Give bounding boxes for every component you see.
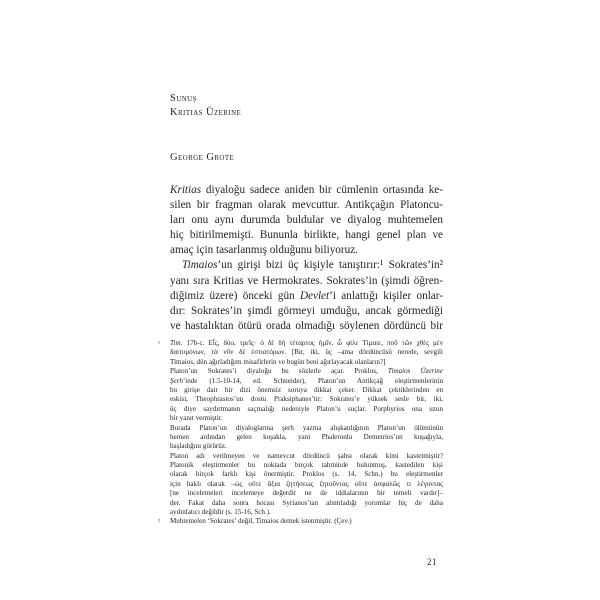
body-line: ve hastalıktan ötürü orada olmadığı söylenen dördüncü bir bbox=[170, 319, 443, 332]
footnote-line: Platonik eleştirmenler bu noktada birçok tahminde bulunmuş, kastedilen kişi bbox=[170, 461, 443, 470]
footnote-line: başladığını görürüz. bbox=[170, 442, 227, 451]
chapter-title: Kritias Üzerine bbox=[170, 107, 242, 118]
page-number: 21 bbox=[427, 557, 437, 567]
footnote-line: olarak birçok farklı kişi önermiştir. Proklos (s. 14, Schn.) bu eleştirmenler bbox=[170, 470, 443, 479]
footnote-line: Timaios, dün ağırladığım misafirlerin ve bugün beni ağırlayacak olanların?] bbox=[170, 357, 386, 366]
footnote-marker: ¹ bbox=[158, 340, 160, 347]
footnote-line: der. Fakat daha sonra hocası Syrianos’tan alıntıladığı yorumlar hiç de daha bbox=[170, 498, 443, 507]
body-line: amaç için tasarlanmış olduğunu biliyoruz. bbox=[170, 244, 358, 257]
footnote-line: Burada Platon’un diyaloglarına şerh yazma alışkanlığının Platon’un ölümünün bbox=[170, 423, 443, 432]
footnote-line: Tim. 17b-c. Εἷς, δύο, τρεῖς· ὁ δὲ δὴ τέταρτος ἡμῖν, ὦ φίλε Τίμαιε, ποῦ τῶν χθὲς μὲν bbox=[170, 339, 443, 347]
footnote-line: aydınlatıcı değildir (s. 15-16, Sch.). bbox=[170, 508, 271, 517]
footnote-line: Muhtemelen ‘Sokrates’ değil, Timaios demek istenmiştir. (Çev.) bbox=[170, 517, 352, 526]
body-text bbox=[170, 183, 443, 334]
footnote-line: Platon’un Sokrates’i diyaloğu bu sözlerle açar. Proklos, Timaios Üzerine bbox=[170, 367, 443, 376]
footnote-line: üç diye saydırtmanın saçmalığı nedeniyle Platon’u suçlar. Porphyrios ona uzun bbox=[170, 404, 443, 413]
body-line: Timaios’un girişi bizi üç kişiyle tanıştırır:¹ Sokrates’in² bbox=[182, 259, 443, 272]
body-line: silen bir fragman olarak mevcuttur. Antikçağın Platoncu- bbox=[170, 199, 443, 212]
footnote-line: hemen ardından gelen kuşakla, yani Phaleronlu Demetrios’un kuşağıyla, bbox=[170, 432, 443, 441]
body-line: ları onu aynı durumda buldular ve diyalog muhtemelen bbox=[170, 214, 443, 227]
footnote-2 bbox=[158, 517, 443, 526]
footnote-line: için haklı olarak –ὡς οὔτε ἄξια ζητήσεως ζητοῦντας οὔτε ἀσφαλῶς τι λέγοντας bbox=[170, 479, 443, 488]
body-line: Kritias diyaloğu sadece aniden bir cümlenin ortasında ke- bbox=[170, 184, 443, 196]
footnote-line: bir yanıt vermiştir. bbox=[170, 414, 223, 423]
footnote-1 bbox=[158, 339, 443, 517]
footnote-line: eskisi, Theophrastos’un dostu Praksiphanes’tir: Sokrates’e yüksek sesle bir, iki, bbox=[170, 395, 443, 404]
section-title: Sunuş bbox=[170, 93, 197, 104]
footnotes bbox=[158, 339, 443, 527]
footnote-line: Platon adı verilmeyen ve namevcut dördüncü şahsı olarak kimi kastetmiştir? bbox=[170, 451, 443, 460]
body-line: yanı sıra Kritias ve Hermokrates. Sokrates’in (şimdi öğren- bbox=[170, 274, 443, 287]
author-name: George Grote bbox=[170, 152, 235, 163]
footnote-marker: ² bbox=[158, 518, 160, 526]
body-line: dır: Sokrates’in şimdi görmeyi umduğu, ancak görmediği bbox=[170, 304, 443, 317]
body-line: diğimiz üzere) önceki gün Devlet’i anlattığı kişiler onlar- bbox=[170, 289, 443, 302]
footnote-line: [ne incelemeleri incelemeye değerdir ne de iddialarının bir temeli vardır]– bbox=[170, 489, 443, 498]
footnote-line: Şerh’inde (1.5-10-14, ed. Schneider), Platon’un Antikçağ eleştirmenlerinin bbox=[170, 376, 443, 385]
footnote-line: bu girişe dair bir dizi önemsiz soruya dikkat çeker. Dikkat çektiklerinden en bbox=[170, 385, 443, 394]
body-line: hiç bitirilmemişti. Bununla birlikte, hangi genel plan ve bbox=[170, 229, 443, 242]
footnote-line: δαιτυμόνων, τὰ νῦν δὲ ἑστιατόρων. [Bir, iki, üç –ama dördüncüsü nerede, sevgili bbox=[170, 348, 443, 357]
